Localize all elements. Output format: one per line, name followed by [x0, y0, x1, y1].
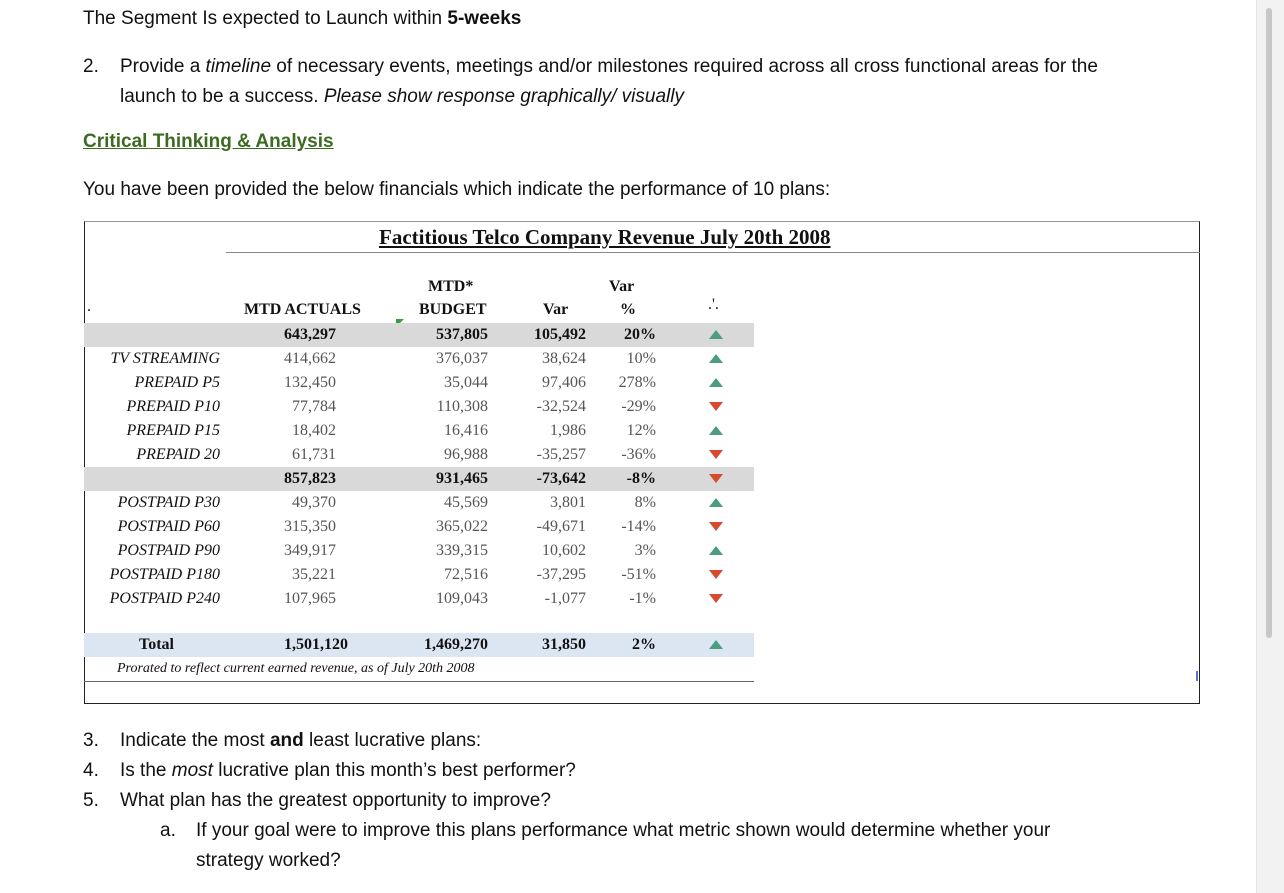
row-var: 38,624: [542, 350, 586, 367]
q2-pre: Provide a: [120, 56, 206, 77]
row-var: 1,986: [550, 422, 586, 439]
total-pct: 2%: [632, 636, 656, 653]
trend-down-icon: [709, 570, 723, 579]
row-budget: 72,516: [444, 566, 488, 583]
subq-number: a.: [160, 820, 176, 841]
row-actuals: 61,731: [292, 446, 336, 463]
q5-number: 5.: [83, 790, 99, 811]
row-actuals: 35,221: [292, 566, 336, 583]
total-actuals: 1,501,120: [284, 636, 348, 653]
row-var-pct: -29%: [621, 398, 656, 415]
row-var-pct: 3%: [634, 542, 656, 559]
trend-down-icon: [709, 522, 723, 531]
row-label: POSTPAID P60: [117, 518, 220, 535]
trend-up-icon: [709, 330, 723, 339]
row-label: POSTPAID P30: [117, 494, 220, 511]
q4-number: 4.: [83, 760, 99, 781]
q2-em: timeline: [205, 56, 272, 77]
row-budget: 96,988: [444, 446, 488, 463]
section-heading[interactable]: Critical Thinking & Analysis: [83, 131, 334, 152]
header-varpct: %: [620, 301, 636, 318]
row-var-pct: 278%: [618, 374, 656, 391]
table-row: [84, 587, 754, 611]
row-var-pct: 8%: [634, 494, 656, 511]
row-actuals: 18,402: [292, 422, 336, 439]
row-budget: 109,043: [436, 590, 488, 607]
header-marker-left: .: [87, 298, 91, 315]
q2-number: 2.: [83, 56, 99, 77]
trend-up-icon: [709, 354, 723, 363]
row-var: 3,801: [550, 494, 586, 511]
header-actuals: MTD ACTUALS: [244, 301, 361, 318]
subq-line1: If your goal were to improve this plans performance what metric shown would determine whether your: [196, 820, 1051, 841]
row-budget: 376,037: [436, 350, 488, 367]
q3-number: 3.: [83, 730, 99, 751]
scrollbar-thumb[interactable]: [1266, 8, 1272, 638]
table-title: Factitious Telco Company Revenue July 20th 2008: [379, 225, 831, 249]
table-row: [84, 419, 754, 443]
trend-up-icon: [709, 640, 723, 649]
row-budget: 365,022: [436, 518, 488, 535]
q2-line2-pre: launch to be a success.: [120, 86, 324, 107]
row-var: -73,642: [536, 470, 586, 487]
trend-down-icon: [709, 594, 723, 603]
row-budget: 537,805: [436, 326, 488, 343]
row-var-pct: -8%: [626, 470, 656, 487]
header-marker-right: .'.: [708, 296, 719, 313]
q3-text: [120, 729, 481, 753]
row-actuals: 132,450: [284, 374, 336, 391]
launch-text: [83, 7, 521, 31]
q2-post: of necessary events, meetings and/or milestones required across all cross functional areas for the: [271, 56, 1098, 77]
footnote-rule: [84, 681, 754, 682]
trend-down-icon: [709, 402, 723, 411]
row-label: TV STREAMING: [110, 350, 220, 367]
row-var-pct: -51%: [621, 566, 656, 583]
launch-text-bold: 5-weeks: [447, 8, 522, 29]
table-row: [84, 443, 754, 467]
q4-em: most: [171, 760, 213, 781]
row-actuals: 107,965: [284, 590, 336, 607]
table-row-subtotal: [84, 467, 754, 491]
header-varpct-top: Var: [609, 278, 635, 295]
row-var: -37,295: [536, 566, 586, 583]
row-actuals: 414,662: [284, 350, 336, 367]
trend-down-icon: [709, 450, 723, 459]
table-row: [84, 347, 754, 371]
row-label: PREPAID 20: [136, 446, 220, 463]
total-budget: 1,469,270: [424, 636, 488, 653]
row-label: PREPAID P10: [126, 398, 220, 415]
title-rule: [226, 252, 1200, 253]
q5-text: What plan has the greatest opportunity to improve?: [120, 790, 551, 811]
q2-line1: [120, 55, 1098, 79]
row-budget: 931,465: [436, 470, 488, 487]
row-actuals: 349,917: [284, 542, 336, 559]
table-row: [84, 491, 754, 515]
row-label: POSTPAID P90: [117, 542, 220, 559]
table-row: [84, 371, 754, 395]
row-label: POSTPAID P240: [109, 590, 220, 607]
table-row: [84, 563, 754, 587]
q3-bold: and: [269, 730, 304, 751]
q3-pre: Indicate the most: [120, 730, 270, 751]
row-var: -32,524: [536, 398, 586, 415]
table-row-subtotal: [84, 323, 754, 347]
table-row: [84, 539, 754, 563]
launch-text-plain: The Segment Is expected to Launch within: [83, 8, 448, 29]
row-budget: 110,308: [436, 398, 488, 415]
row-budget: 16,416: [444, 422, 488, 439]
header-budget: BUDGET: [419, 301, 487, 318]
trend-up-icon: [709, 498, 723, 507]
row-budget: 339,315: [436, 542, 488, 559]
total-var: 31,850: [542, 636, 586, 653]
q3-post: least lucrative plans:: [303, 730, 482, 751]
row-label: PREPAID P5: [134, 374, 220, 391]
row-var-pct: -1%: [629, 590, 656, 607]
q4-pre: Is the: [120, 760, 172, 781]
row-var: -49,671: [536, 518, 586, 535]
lead-text: You have been provided the below financials which indicate the performance of 10 plans:: [83, 179, 831, 200]
header-budget-top: MTD*: [428, 278, 474, 295]
row-var-pct: -14%: [621, 518, 656, 535]
trend-up-icon: [709, 426, 723, 435]
row-var-pct: 20%: [624, 326, 656, 343]
row-budget: 45,569: [444, 494, 488, 511]
row-var: -35,257: [536, 446, 586, 463]
total-label: Total: [139, 636, 174, 653]
q2-line2-em: Please show response graphically/ visually: [323, 86, 684, 107]
table-row: [84, 515, 754, 539]
subq-line2: strategy worked?: [196, 850, 341, 871]
row-actuals: 315,350: [284, 518, 336, 535]
row-var: 10,602: [542, 542, 586, 559]
row-var: 97,406: [542, 374, 586, 391]
trend-up-icon: [709, 546, 723, 555]
trend-up-icon: [709, 378, 723, 387]
row-budget: 35,044: [444, 374, 488, 391]
row-var: -1,077: [544, 590, 586, 607]
q2-line2: [120, 85, 684, 109]
q4-post: lucrative plan this month’s best performer?: [212, 760, 576, 781]
row-label: PREPAID P15: [126, 422, 220, 439]
cursor-marker: [1196, 671, 1198, 681]
row-var: 105,492: [534, 326, 586, 343]
row-actuals: 857,823: [284, 470, 336, 487]
row-var-pct: 12%: [626, 422, 656, 439]
trend-down-icon: [709, 474, 723, 483]
row-actuals: 643,297: [284, 326, 336, 343]
table-row: [84, 395, 754, 419]
row-actuals: 49,370: [292, 494, 336, 511]
row-actuals: 77,784: [292, 398, 336, 415]
row-label: POSTPAID P180: [109, 566, 220, 583]
table-footnote: Prorated to reflect current earned revenue, as of July 20th 2008: [117, 661, 475, 676]
table-row-total: [84, 633, 754, 657]
q4-text: [120, 759, 576, 783]
row-var-pct: 10%: [626, 350, 656, 367]
row-var-pct: -36%: [621, 446, 656, 463]
header-var: Var: [543, 301, 569, 318]
